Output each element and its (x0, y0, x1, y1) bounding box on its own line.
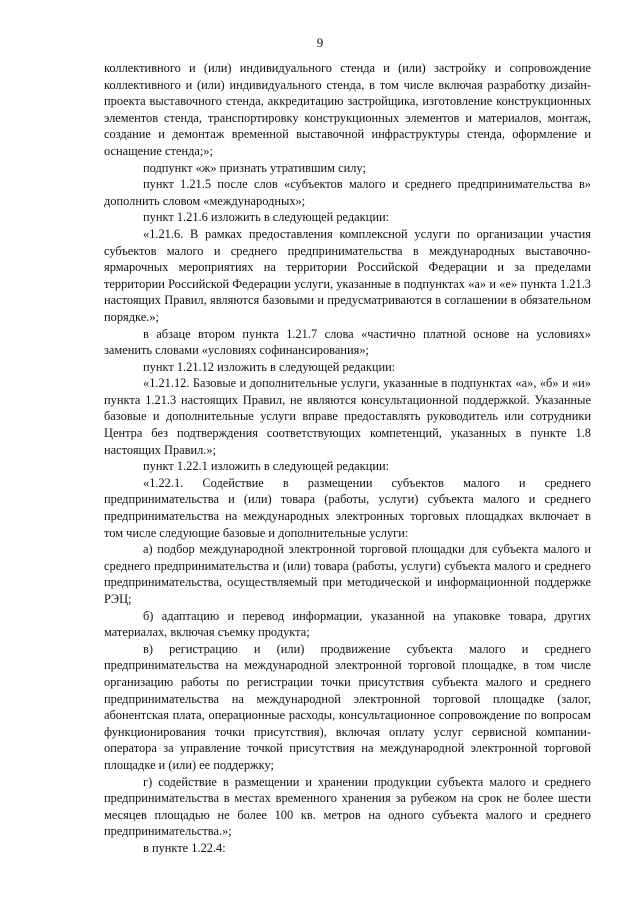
page-number: 9 (316, 35, 324, 50)
paragraph: пункт 1.21.5 после слов «субъектов малого и среднего предпринимательства в» дополнить словом «международных»; (104, 177, 591, 208)
document-body (104, 60, 591, 857)
paragraph: б) адаптацию и перевод информации, указанной на упаковке товара, других материалах, включая съемку продукта; (104, 608, 591, 640)
paragraph: «1.21.12. Базовые и дополнительные услуги, указанные в подпунктах «а», «б» и «и» пункта 1.21.3 настоящих Правил, не являются консультационной поддержкой. Указанные базовые и дополнительные услуги вправе предоставлять руководитель или сотрудники Центра без подтверждения соответствующих компетенций, указанных в пункте 1.8 настоящих Правил.»; (104, 376, 591, 457)
paragraph: «1.21.6. В рамках предоставления комплексной услуги по организации участия субъектов малого и среднего предпринимательства в международных выставочно-ярмарочных мероприятиях на территории Российской Федерации и за пределами территории Российской Федерации услуги, указанные в подпунктах «а» и «е» пункта 1.21.3 настоящих Правил, являются базовыми и предусматриваются в соглашении в обязательном порядке.»; (104, 226, 591, 324)
paragraph: пункт 1.21.12 изложить в следующей редакции: (143, 359, 396, 374)
paragraph: а) подбор международной электронной торговой площадки для субъекта малого и среднего предпринимательства и (или) товара (работы, услуги) субъекта малого и среднего предпринимательства, осуществляемый при методической и информационной поддержке РЭЦ; (104, 542, 591, 606)
paragraph: г) содействие в размещении и хранении продукции субъекта малого и среднего предпринимательства в местах временного хранения за рубежом на срок не более шести месяцев площадью не более 100 кв. метров на одного субъекта малого и среднего предпринимательства.»; (104, 774, 591, 839)
paragraph: «1.22.1. Содействие в размещении субъектов малого и среднего предпринимательства и (или) товара (работы, услуги) субъекта малого и среднего предпринимательства на международных электронных торговых площадках включает в том числе следующие базовые и дополнительные услуги: (104, 475, 591, 540)
paragraph: пункт 1.22.1 изложить в следующей редакции: (143, 459, 390, 474)
paragraph: в) регистрацию и (или) продвижение субъекта малого и среднего предпринимательства на международной электронной торговой площадке, в том числе организацию работы по регистрации точки присутствия субъекта малого и среднего предпринимательства на международной электронной торговой площадке (залог, абонентская плата, операционные расходы, консультационное сопровождение по вопросам функционирования точки присутствия), включая оплату услуг сервисной компании-оператора за управление точкой присутствия на международной электронной торговой площадке и (или) ее поддержку; (104, 641, 591, 772)
paragraph: подпункт «ж» признать утратившим силу; (143, 160, 366, 175)
paragraph: в пункте 1.22.4: (143, 840, 226, 855)
paragraph: пункт 1.21.6 изложить в следующей редакции: (143, 210, 390, 225)
paragraph: коллективного и (или) индивидуального стенда и (или) застройку и сопровождение коллективного и (или) индивидуального стенда, в том числе включая разработку дизайн-проекта выставочного стенда, аккредитацию застройщика, изготовление конструкционных элементов стенда, транспортировку конструкционных элементов и материалов, монтаж, создание и демонтаж временной выставочной инфраструктуры стенда, оформление и оснащение стенда;»; (104, 61, 591, 158)
paragraph: в абзаце втором пункта 1.21.7 слова «частично платной основе на условиях» заменить словами «условиях софинансирования»; (104, 326, 591, 358)
